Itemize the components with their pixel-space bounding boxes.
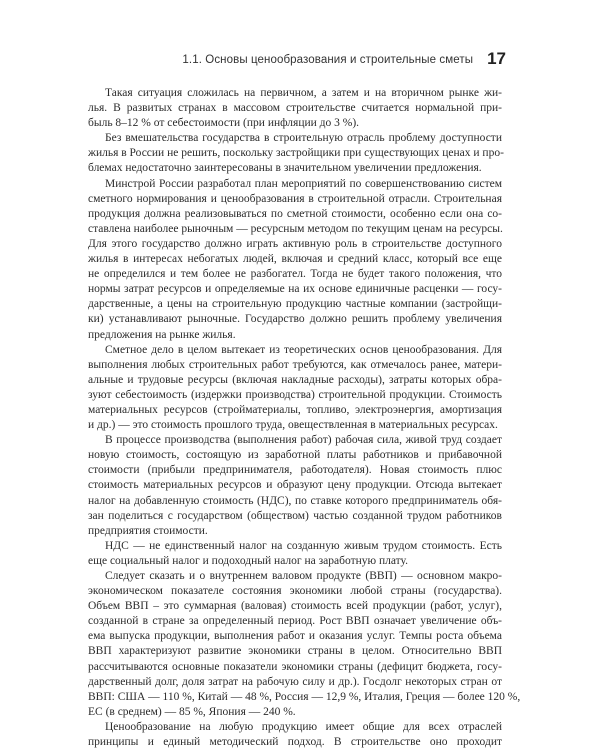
text-line: блемах недостаточно заинтересованы в значительном увеличении предложения.: [88, 162, 482, 175]
text-line: принципы и единый методический подход. В строительстве оно проходит: [88, 736, 502, 749]
text-line: и др.) — это стоимость прошлого труда, овеществленная в материальных ресурсах.: [88, 419, 498, 432]
text-line: выполнения любых строительных работ требуются, как отмечалось ранее, матери-: [88, 358, 502, 371]
text-line: ки) устанавливают рыночные. Государство должно решить проблему увеличения: [88, 313, 502, 326]
text-line: В процессе производства (выполнения работ) рабочая сила, живой труд создает: [105, 434, 502, 447]
text-line: Для этого государство должно играть активную роль в строительстве доступного: [88, 237, 502, 250]
paragraph: [88, 433, 502, 539]
paragraph: [88, 86, 502, 131]
paragraph: [88, 569, 521, 720]
text-line: стоимость материальных ресурсов и образуют цену продукции. Отсюда вытекает: [88, 479, 502, 492]
text-line: продукция должна реализовываться по сметной стоимости, особенно если она со-: [88, 207, 502, 220]
body-text: [88, 86, 521, 750]
text-line: ема выпуска продукции, выполнения работ и оказания услуг. Темпы роста объема: [88, 630, 502, 643]
paragraph: [88, 720, 502, 750]
text-line: Следует сказать и о внутреннем валовом продукте (ВВП) — основном макро-: [105, 570, 502, 582]
text-line: сметного нормирования и ценообразования в строительной отрасли. Строительная: [88, 192, 502, 205]
text-line: стоимости (прибыли предпринимателя, работодателя). Новая стоимость плюс: [88, 464, 502, 477]
text-line: не определился и тем более не разбогател. Тогда не будет такого положения, что: [88, 268, 502, 281]
text-line: Ценообразование на любую продукцию имеет общие для всех отраслей: [105, 720, 502, 733]
text-line: зан поделиться с государством (обществом) частью созданной трудом работников: [88, 509, 502, 522]
text-line: созданной в стране за определенный период. Рост ВВП означает увеличение объ-: [88, 615, 502, 628]
text-line: экономическом показателе состояния экономики любой страны (государства).: [88, 585, 502, 598]
text-line: нормы затрат ресурсов и определяемые на их основе единичные расценки — госу-: [88, 283, 502, 296]
text-line: быль 8–12 % от себестоимости (при инфляции до 3 %).: [88, 117, 360, 130]
text-line: материальных ресурсов (стройматериалы, топливо, электроэнергия, амортизация: [88, 403, 502, 416]
text-line: ЕС (в среднем) — 85 %, Япония — 240 %.: [88, 705, 296, 718]
text-line: НДС — не единственный налог на созданную живым трудом стоимость. Есть: [105, 539, 502, 552]
text-line: зуют себестоимость (издержки производства) строительной продукции. Стоимость: [88, 388, 502, 401]
text-line: Объем ВВП – это суммарная (валовая) стоимость всей продукции (работ, услуг),: [88, 600, 502, 613]
text-line: рассчитываются основные показатели экономики страны (дефицит бюджета, госу-: [88, 660, 502, 673]
text-line: предложения на рынке жилья.: [88, 328, 236, 341]
text-line: жилья в России не решить, поскольку застройщики при существующих ценах и про-: [88, 147, 504, 160]
text-line: Такая ситуация сложилась на первичном, а затем и на вторичном рынке жи-: [105, 87, 502, 99]
paragraph: [88, 177, 502, 343]
text-line: альные и трудовые ресурсы (включая накладные расходы), затраты которых обра-: [88, 373, 502, 386]
text-line: жилья в интересах небогатых людей, включая и средний класс, который все еще: [88, 253, 502, 266]
paragraph: [88, 131, 502, 176]
paragraph: [88, 343, 502, 434]
text-line: дарственный долг, доля затрат на рабочую силу и др.). Госдолг некоторых стран от: [88, 675, 502, 688]
text-line: Минстрой России разработал план мероприятий по совершенствованию систем: [105, 177, 502, 190]
text-line: Сметное дело в целом вытекает из теоретических основ ценообразования. Для: [105, 343, 502, 356]
page-number: 17: [487, 49, 506, 68]
text-line: ВВП характеризуют развитие экономики страны в целом. Относительно ВВП: [88, 645, 502, 658]
text-line: ВВП: США — 110 %, Китай — 48 %, Россия — 12,9 %, Италия, Греция — более 120 %,: [88, 690, 521, 703]
text-line: новую стоимость, состоящую из заработной платы работников и прибавочной: [88, 449, 502, 462]
text-line: лья. В развитых странах в массовом строительстве считается нормальной при-: [88, 102, 502, 115]
text-line: ставлена наиболее рыночным — ресурсным методом по текущим ценам на ресурсы.: [88, 222, 503, 235]
text-line: Без вмешательства государства в строительную отрасль проблему доступности: [105, 132, 502, 145]
section-title: 1.1. Основы ценообразования и строительные сметы: [182, 54, 474, 66]
text-line: еще социальный налог и подоходный налог на заработную плату.: [88, 554, 409, 567]
text-line: налог на добавленную стоимость (НДС), по ставке которого предприниматель обя-: [88, 494, 502, 507]
running-header: [88, 49, 506, 69]
text-line: дарственные, а цены на строительную продукцию частные компании (застройщи-: [88, 298, 502, 311]
text-line: предприятия стоимости.: [88, 524, 208, 537]
paragraph: [88, 539, 502, 569]
